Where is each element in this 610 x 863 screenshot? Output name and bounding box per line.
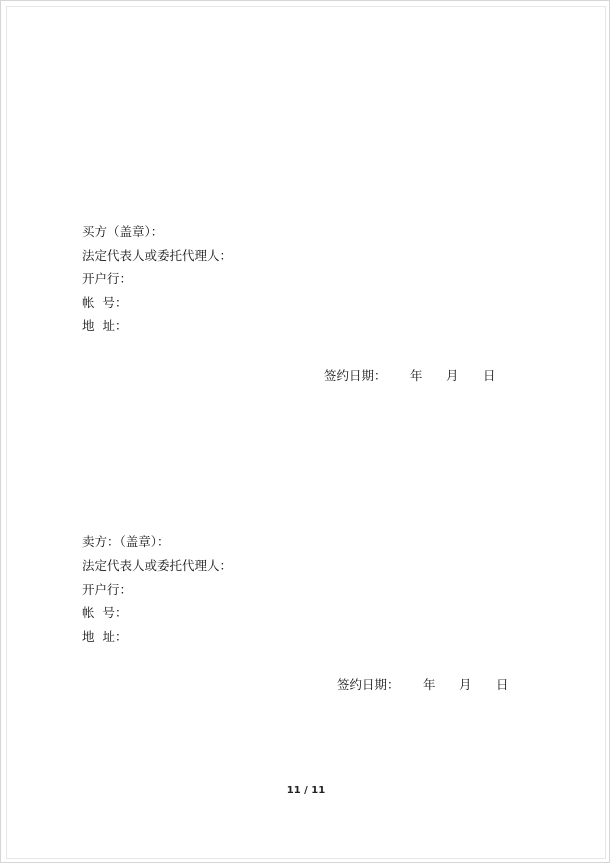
buyer-representative-label: 法定代表人或委托代理人： (82, 248, 233, 263)
seller-account-label: 帐 号： (82, 605, 128, 620)
buyer-title: 买方（盖章）： (82, 224, 164, 239)
seller-date-label: 签约日期： (337, 677, 400, 692)
buyer-date-label: 签约日期： (324, 368, 387, 383)
seller-bank-label: 开户行： (82, 582, 133, 597)
page-number: 11 / 11 (286, 785, 326, 796)
buyer-signing-date (324, 368, 524, 384)
seller-title: 卖方：（盖章）： (82, 534, 170, 549)
seller-date-year: 年 (423, 677, 436, 692)
buyer-address-label: 地 址： (82, 318, 128, 333)
seller-date-day: 日 (496, 677, 509, 692)
seller-representative-label: 法定代表人或委托代理人： (82, 558, 233, 573)
seller-address-label: 地 址： (82, 629, 128, 644)
buyer-date-month: 月 (446, 368, 459, 383)
buyer-date-day: 日 (483, 368, 496, 383)
buyer-account-label: 帐 号： (82, 295, 128, 310)
seller-signing-date (337, 677, 537, 693)
seller-date-month: 月 (459, 677, 472, 692)
buyer-date-year: 年 (410, 368, 423, 383)
buyer-bank-label: 开户行： (82, 271, 133, 286)
document-page (6, 6, 606, 859)
